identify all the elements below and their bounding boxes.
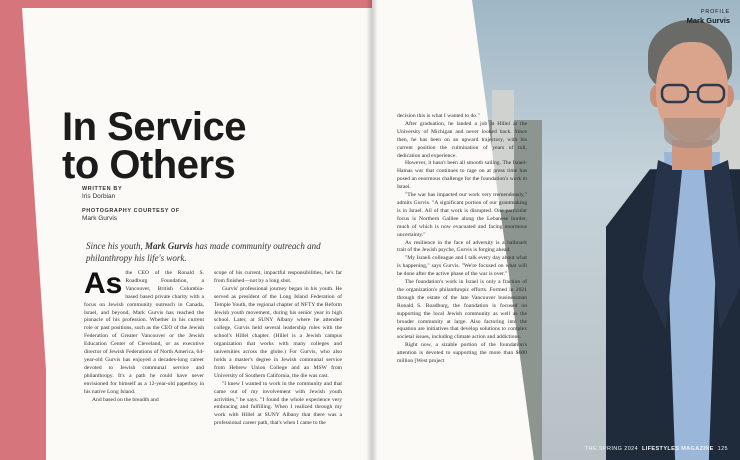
body-column-1 xyxy=(84,267,204,404)
body-paragraph: As resilience in the face of adversity is a hallmark trait of the Jewish psyche, Gurvis is forging ahead. xyxy=(397,239,527,254)
section-tag xyxy=(687,9,730,25)
body-paragraph: scope of his current, impactful responsibilities, he's far from finished—not by a long shot. xyxy=(214,270,342,284)
folio-magazine: LIFESTYLES MAGAZINE xyxy=(641,446,714,452)
body-paragraph: decision this is what I wanted to do." xyxy=(397,113,480,119)
body-paragraph: "The war has impacted our work very tremendously," admits Gurvis. "A significant portion of our grantmaking is in Israel. All of that work is disrupted. One particular focus is Northern Galilee along the Lebanese border, much of which is now evacuated and facing enormous uncertainty." xyxy=(397,192,527,238)
body-paragraph: The foundation's work in Israel is only a fraction of the organization's philanthropic efforts. Formed in 2021 through the estate of the late Vancouver businessman Ronald S. Roadburg, the foundation is focused on supporting the local Jewish community as well as the broader community at large. Also factoring into the equation are initiatives that develop solutions to complex societal issues, including climate action and addictions. xyxy=(397,279,527,341)
spread-gutter xyxy=(366,0,378,460)
author-name: Iris Dorbian xyxy=(82,193,116,200)
body-paragraph: "I knew I wanted to work in the community and that came out of my involvement with Jewish youth activities," he says. "I found the whole experience very embracing and fulfilling. When I realized through my work with Hillel at SUNY Albany that there was a professional career path, that's when I came to the xyxy=(214,380,342,427)
body-paragraph xyxy=(84,267,204,397)
right-page xyxy=(372,0,740,460)
portrait-beard xyxy=(664,118,720,148)
body-paragraph: And based on the breadth and xyxy=(92,396,159,403)
deck-text-end: has made community outreach and philanthropy his life's work. xyxy=(86,241,321,263)
photo-credit-label: PHOTOGRAPHY COURTESY OF xyxy=(82,208,180,214)
article-headline xyxy=(62,105,247,187)
section-kicker: PROFILE xyxy=(700,9,730,15)
drop-cap: As xyxy=(84,267,123,300)
headline-line-1: In Service xyxy=(62,105,247,149)
body-paragraph: "My Israeli colleague and I talk every day about what is happening," says Gurvis. "We're focused on what will be done after the active phase of the war is over." xyxy=(397,255,527,278)
paragraph-text: the CEO of the Ronald S. Roadburg Foundation, a Vancouver, British Columbia-based based private charity with a focus on Jewish community outreach in Canada, Israel, and beyond, Mark Gurvis has reached the pinnacle of his profession. Whether in his current role or past positions, such as the CEO of the Jewish Federation of Greater Vancouver or the Jewish Education Center of Cleveland, or as executive director of Jewish Federations of North America, 64-year-old Gurvis has enjoyed a decades-long career devoted to Jewish communal service and philanthropy. It's a path he could have never envisioned for himself as a 12-year-old paperboy in his native Long Island. xyxy=(84,270,204,395)
headline-line-2: to Others xyxy=(62,143,236,187)
folio-issue: THE SPRING 2024 xyxy=(584,446,639,452)
portrait-glasses xyxy=(658,82,728,106)
page-number: 125 xyxy=(717,446,728,452)
section-subject-name: Mark Gurvis xyxy=(686,16,730,25)
photo-credit-name: Mark Gurvis xyxy=(82,215,118,222)
body-paragraph: Gurvis' professional journey began in his youth. He served as president of the Long Island Federation of Temple Youth, the regional chapter of NFTY the Reform Jewish youth movement, during his senior year in high school. Later, at SUNY Albany where he attended college, Gurvis held several leadership roles with the school's Hillel chapter. (Hillel is a Jewish campus organization that works with many colleges and universities across the globe.) For Gurvis, who also holds a master's degree in Jewish communal service from Hebrew Union College and an MSW from University of Southern California, the die was cast. xyxy=(214,285,342,379)
body-paragraph: Right now, a sizable portion of the foundation's attention is devoted to supporting the more than $600 million [West project xyxy=(397,342,527,365)
article-deck xyxy=(86,241,336,264)
body-column-2 xyxy=(214,270,342,428)
written-by-label: WRITTEN BY xyxy=(82,186,123,192)
deck-subject-name: Mark Gurvis xyxy=(145,241,193,251)
body-paragraph: After graduation, he landed a job at Hillel at the University of Michigan and never looked back. Since then, he has been on an upward trajectory, with his current position the culmination of years of toil, dedication and experience. xyxy=(397,120,527,159)
body-column-3 xyxy=(397,113,527,366)
article-credits xyxy=(82,186,180,230)
body-paragraph: However, it hasn't been all smooth sailing. The Israel-Hamas war that continues to rage on at press time has posed an enormous challenge for the foundation's work in Israel. xyxy=(397,160,527,191)
deck-text-start: Since his youth, xyxy=(86,241,145,251)
pink-top-accent xyxy=(0,0,372,8)
page-folio xyxy=(585,446,728,452)
